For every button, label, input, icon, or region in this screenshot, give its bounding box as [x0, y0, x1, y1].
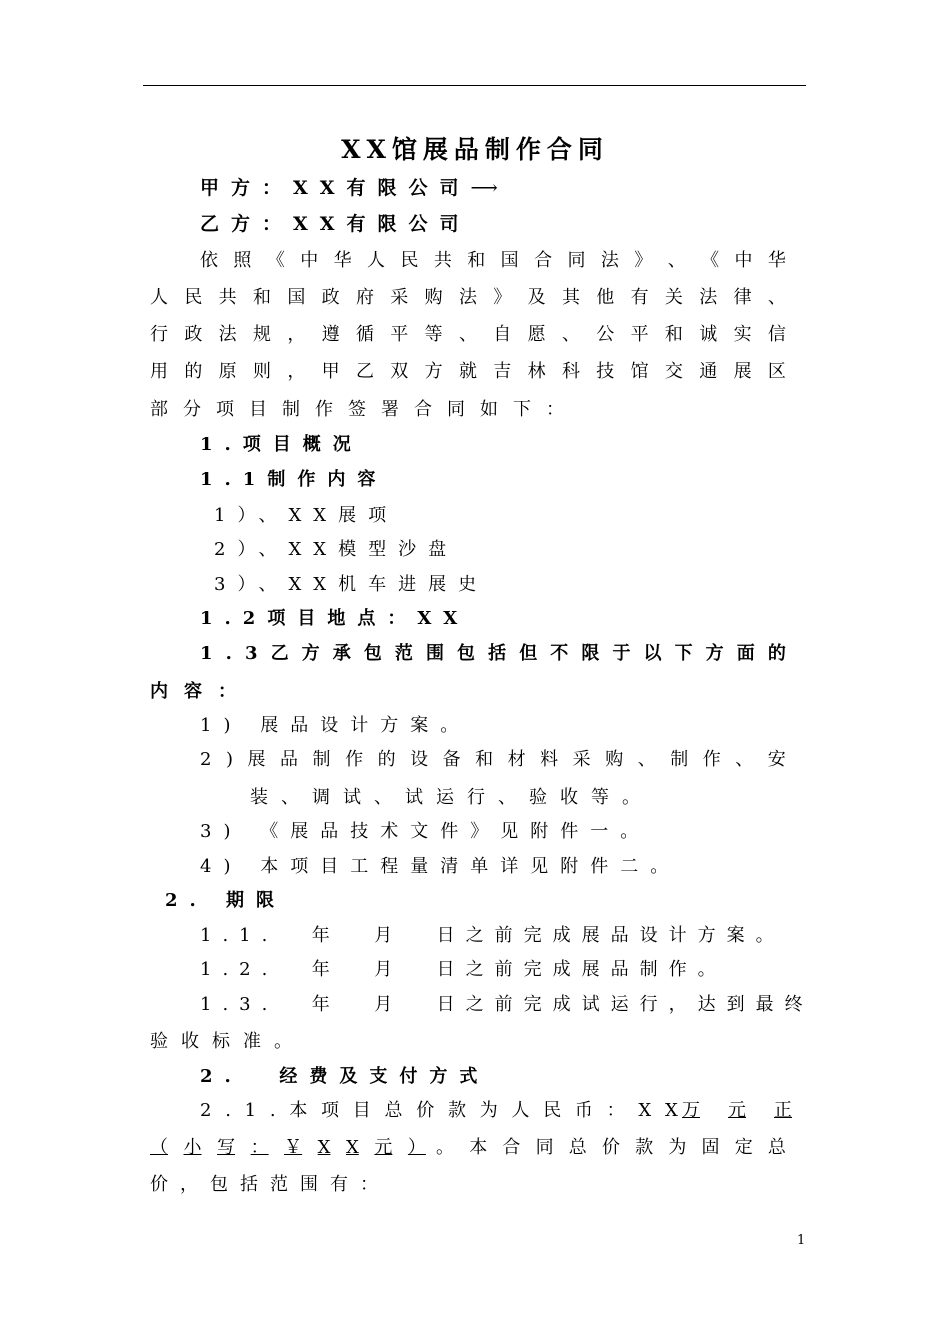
- scope-item: 4) 本项目工程量清单详见附件二。: [200, 856, 681, 877]
- section-1-3-line: 内容：: [150, 681, 252, 702]
- price-suffix: 。 本 合 同 总 价 款 为 固 定 总: [436, 1137, 786, 1158]
- scope-item: 1) 展品设计方案。: [200, 715, 471, 736]
- section-1-heading: 1.项目概况: [200, 434, 363, 455]
- party-a: [200, 176, 498, 200]
- arrow-icon: ⟶: [470, 177, 498, 199]
- scope-item: 3) 《展品技术文件》见附件一。: [200, 821, 651, 842]
- content-item: 1）、XX展项: [214, 505, 399, 526]
- party-a-text: 甲方：XX有限公司: [200, 177, 471, 199]
- price-line: [150, 1136, 786, 1160]
- scope-item: 2 ) 展 品 制 作 的 设 备 和 材 料 采 购 、 制 作 、 安: [200, 749, 786, 770]
- deadline-item: 1.2. 年 月 日之前完成展品制作。: [200, 959, 727, 980]
- intro-line: 行 政 法 规 ， 遵 循 平 等 、 自 愿 、 公 平 和 诚 实 信: [150, 324, 786, 345]
- section-1-2: 1.2项目地点：XX: [200, 608, 470, 629]
- price-line: 价，包括范围有：: [150, 1174, 390, 1195]
- scope-item: 装、调试、试运行、验收等。: [250, 787, 653, 808]
- price-amount: 万 元 正: [682, 1100, 792, 1121]
- page-number: 1: [797, 1233, 806, 1248]
- section-1-1-heading: 1.1制作内容: [200, 469, 388, 490]
- content-item: 2）、XX模型沙盘: [214, 539, 459, 560]
- section-2-heading: 2. 期限: [165, 890, 287, 911]
- section-3-heading: 2. 经费及支付方式: [200, 1066, 490, 1087]
- price-prefix: 2 . 1 . 本 项 目 总 价 款 为 人 民 币 ： X X: [200, 1100, 678, 1121]
- intro-line: 依 照 《 中 华 人 民 共 和 国 合 同 法 》 、 《 中 华: [200, 250, 786, 271]
- intro-line: 部分项目制作签署合同如下：: [150, 399, 579, 420]
- deadline-item: 1.3. 年 月 日之前完成试运行，达到最终: [200, 994, 814, 1015]
- price-lowercase: （ 小 写 ： ￥ X X 元 ）: [150, 1137, 426, 1158]
- deadline-item: 验收标准。: [150, 1031, 305, 1052]
- header-rule: [143, 85, 806, 86]
- deadline-item: 1.1. 年 月 日之前完成展品设计方案。: [200, 925, 785, 946]
- intro-line: 用 的 原 则 ， 甲 乙 双 方 就 吉 林 科 技 馆 交 通 展 区: [150, 361, 786, 382]
- content-item: 3）、XX机车进展史: [214, 574, 489, 595]
- section-1-3-line: 1 . 3 乙 方 承 包 范 围 包 括 但 不 限 于 以 下 方 面 的: [200, 643, 786, 664]
- document-title: XX馆展品制作合同: [341, 135, 609, 164]
- price-line: [200, 1099, 806, 1123]
- party-b: 乙方：XX有限公司: [200, 213, 471, 235]
- intro-line: 人 民 共 和 国 政 府 采 购 法 》 及 其 他 有 关 法 律 、: [150, 287, 786, 308]
